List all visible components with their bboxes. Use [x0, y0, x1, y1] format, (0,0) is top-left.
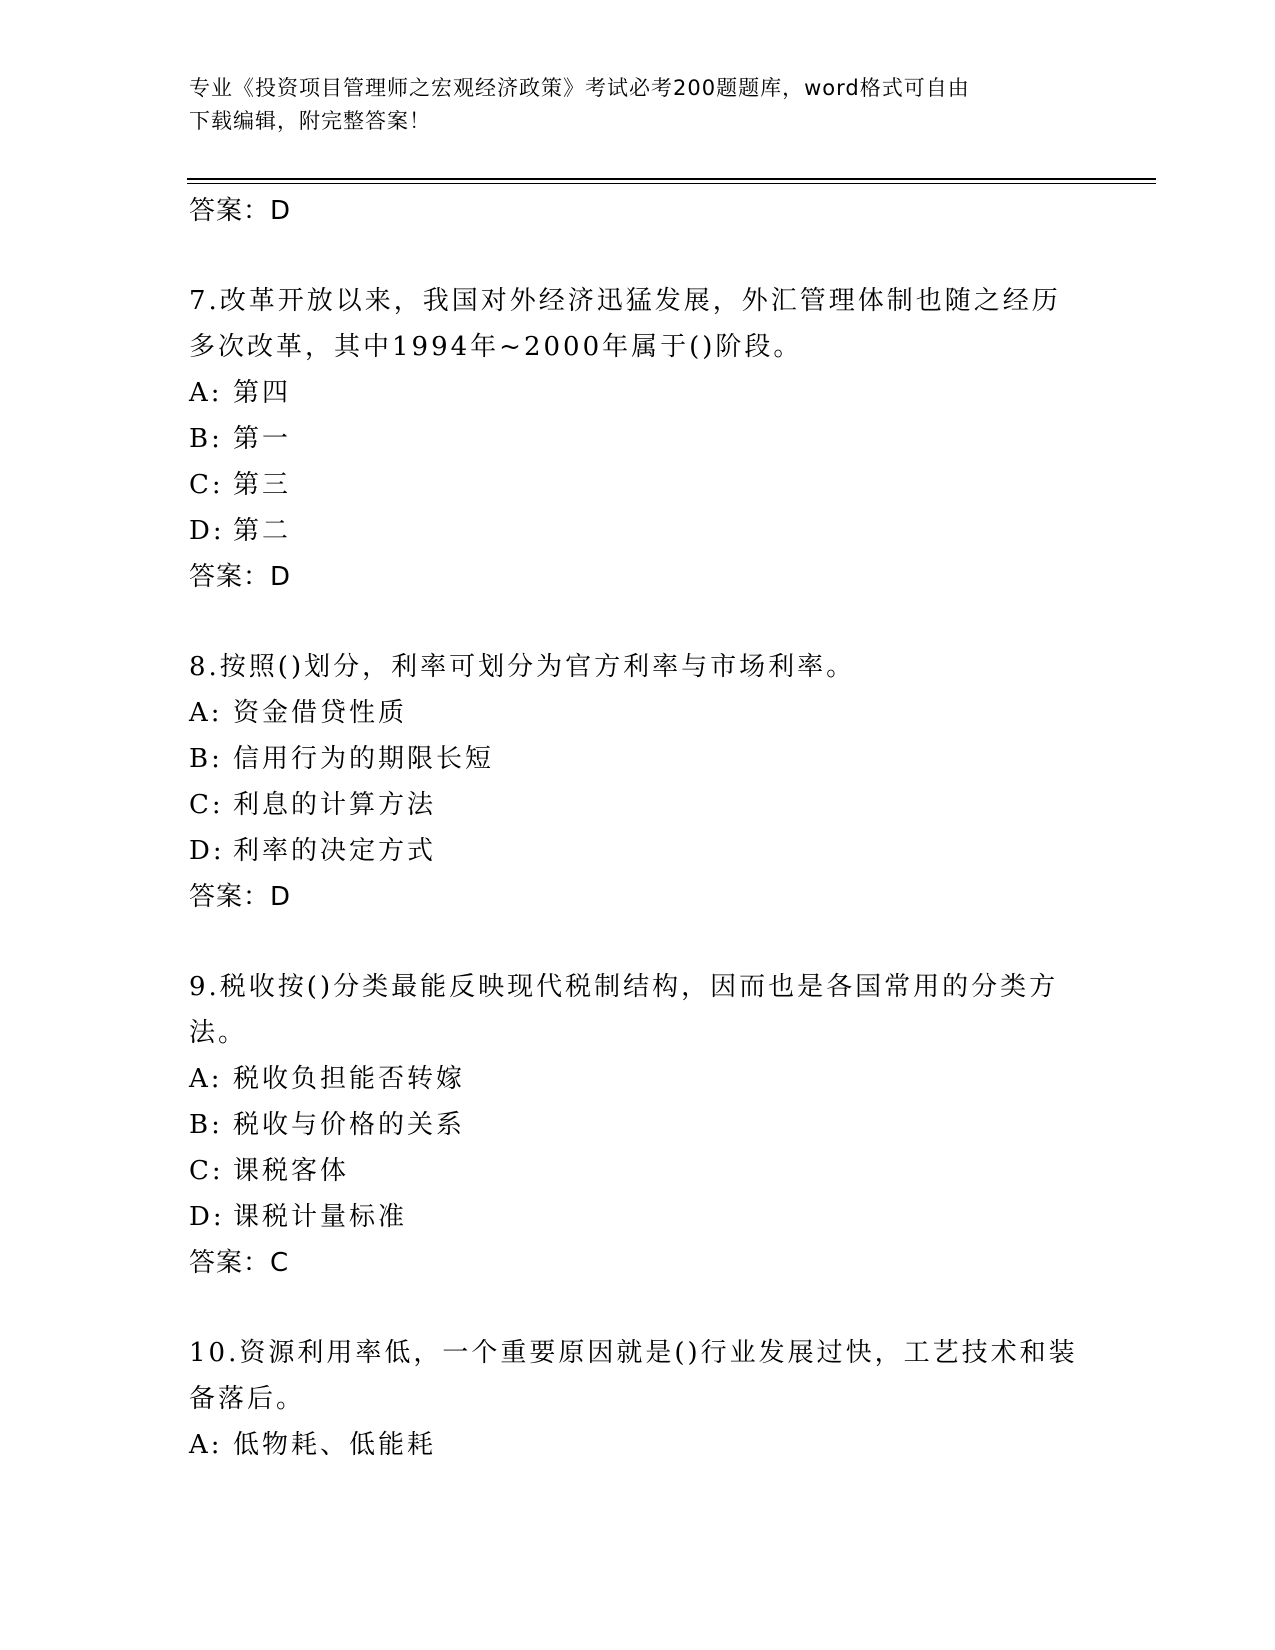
option-letter: A:: [189, 1064, 223, 1094]
option-letter: D:: [189, 516, 225, 546]
question-text-line: 7.改革开放以来，我国对外经济迅猛发展，外汇管理体制也随之经历: [189, 286, 1061, 316]
option-text: 利息的计算方法: [233, 790, 437, 820]
option-text: 低物耗、低能耗: [233, 1430, 437, 1460]
option-b: [189, 416, 1089, 462]
option-letter: B:: [189, 1110, 223, 1140]
option-text: 第四: [233, 378, 292, 408]
option-letter: C:: [189, 790, 224, 820]
option-d: [189, 508, 1089, 554]
option-letter: A:: [189, 378, 223, 408]
option-c: [189, 462, 1089, 508]
option-b: [189, 736, 1089, 782]
previous-answer: 答案：D: [189, 196, 292, 226]
option-letter: B:: [189, 744, 223, 774]
option-c: [189, 782, 1089, 828]
header-rule-thick: [187, 178, 1156, 180]
option-text: 第三: [233, 470, 292, 500]
question-text-line: 9.税收按()分类最能反映现代税制结构，因而也是各国常用的分类方: [189, 972, 1059, 1002]
option-text: 资金借贷性质: [233, 698, 408, 728]
option-text: 税收负担能否转嫁: [233, 1064, 466, 1094]
option-d: [189, 1194, 1089, 1240]
option-a: [189, 370, 1089, 416]
option-text: 第一: [233, 424, 292, 454]
option-d: [189, 828, 1089, 874]
answer-line: 答案：D: [189, 562, 292, 592]
question-text-line: 法。: [189, 1018, 248, 1048]
option-letter: A:: [189, 698, 223, 728]
question-10: [189, 1330, 1089, 1468]
answer-line: 答案：D: [189, 882, 292, 912]
header-line-1: 专业《投资项目管理师之宏观经济政策》考试必考200题题库，word格式可自由: [189, 76, 970, 100]
option-text: 信用行为的期限长短: [233, 744, 495, 774]
question-7: [189, 278, 1089, 600]
option-a: [189, 1056, 1089, 1102]
option-c: [189, 1148, 1089, 1194]
option-text: 税收与价格的关系: [233, 1110, 466, 1140]
option-text: 利率的决定方式: [233, 836, 437, 866]
option-letter: A:: [189, 1430, 223, 1460]
option-text: 第二: [233, 516, 292, 546]
question-list: [189, 188, 1089, 1468]
option-b: [189, 1102, 1089, 1148]
question-text-line: 备落后。: [189, 1384, 306, 1414]
header-rule-thin: [187, 183, 1156, 184]
option-letter: B:: [189, 424, 223, 454]
option-letter: D:: [189, 1202, 225, 1232]
answer-line: 答案：C: [189, 1248, 290, 1278]
option-a: [189, 1422, 1089, 1468]
question-text-line: 多次改革，其中1994年~2000年属于()阶段。: [189, 332, 803, 362]
option-letter: C:: [189, 1156, 224, 1186]
question-9: [189, 964, 1089, 1286]
document-header: [189, 72, 1069, 138]
option-text: 课税客体: [233, 1156, 350, 1186]
option-letter: D:: [189, 836, 225, 866]
option-text: 课税计量标准: [233, 1202, 408, 1232]
header-line-2: 下载编辑，附完整答案！: [189, 109, 431, 133]
option-a: [189, 690, 1089, 736]
question-text-line: 8.按照()划分，利率可划分为官方利率与市场利率。: [189, 652, 856, 682]
option-letter: C:: [189, 470, 224, 500]
question-text-line: 10.资源利用率低，一个重要原因就是()行业发展过快，工艺技术和装: [189, 1338, 1078, 1368]
question-8: [189, 644, 1089, 920]
